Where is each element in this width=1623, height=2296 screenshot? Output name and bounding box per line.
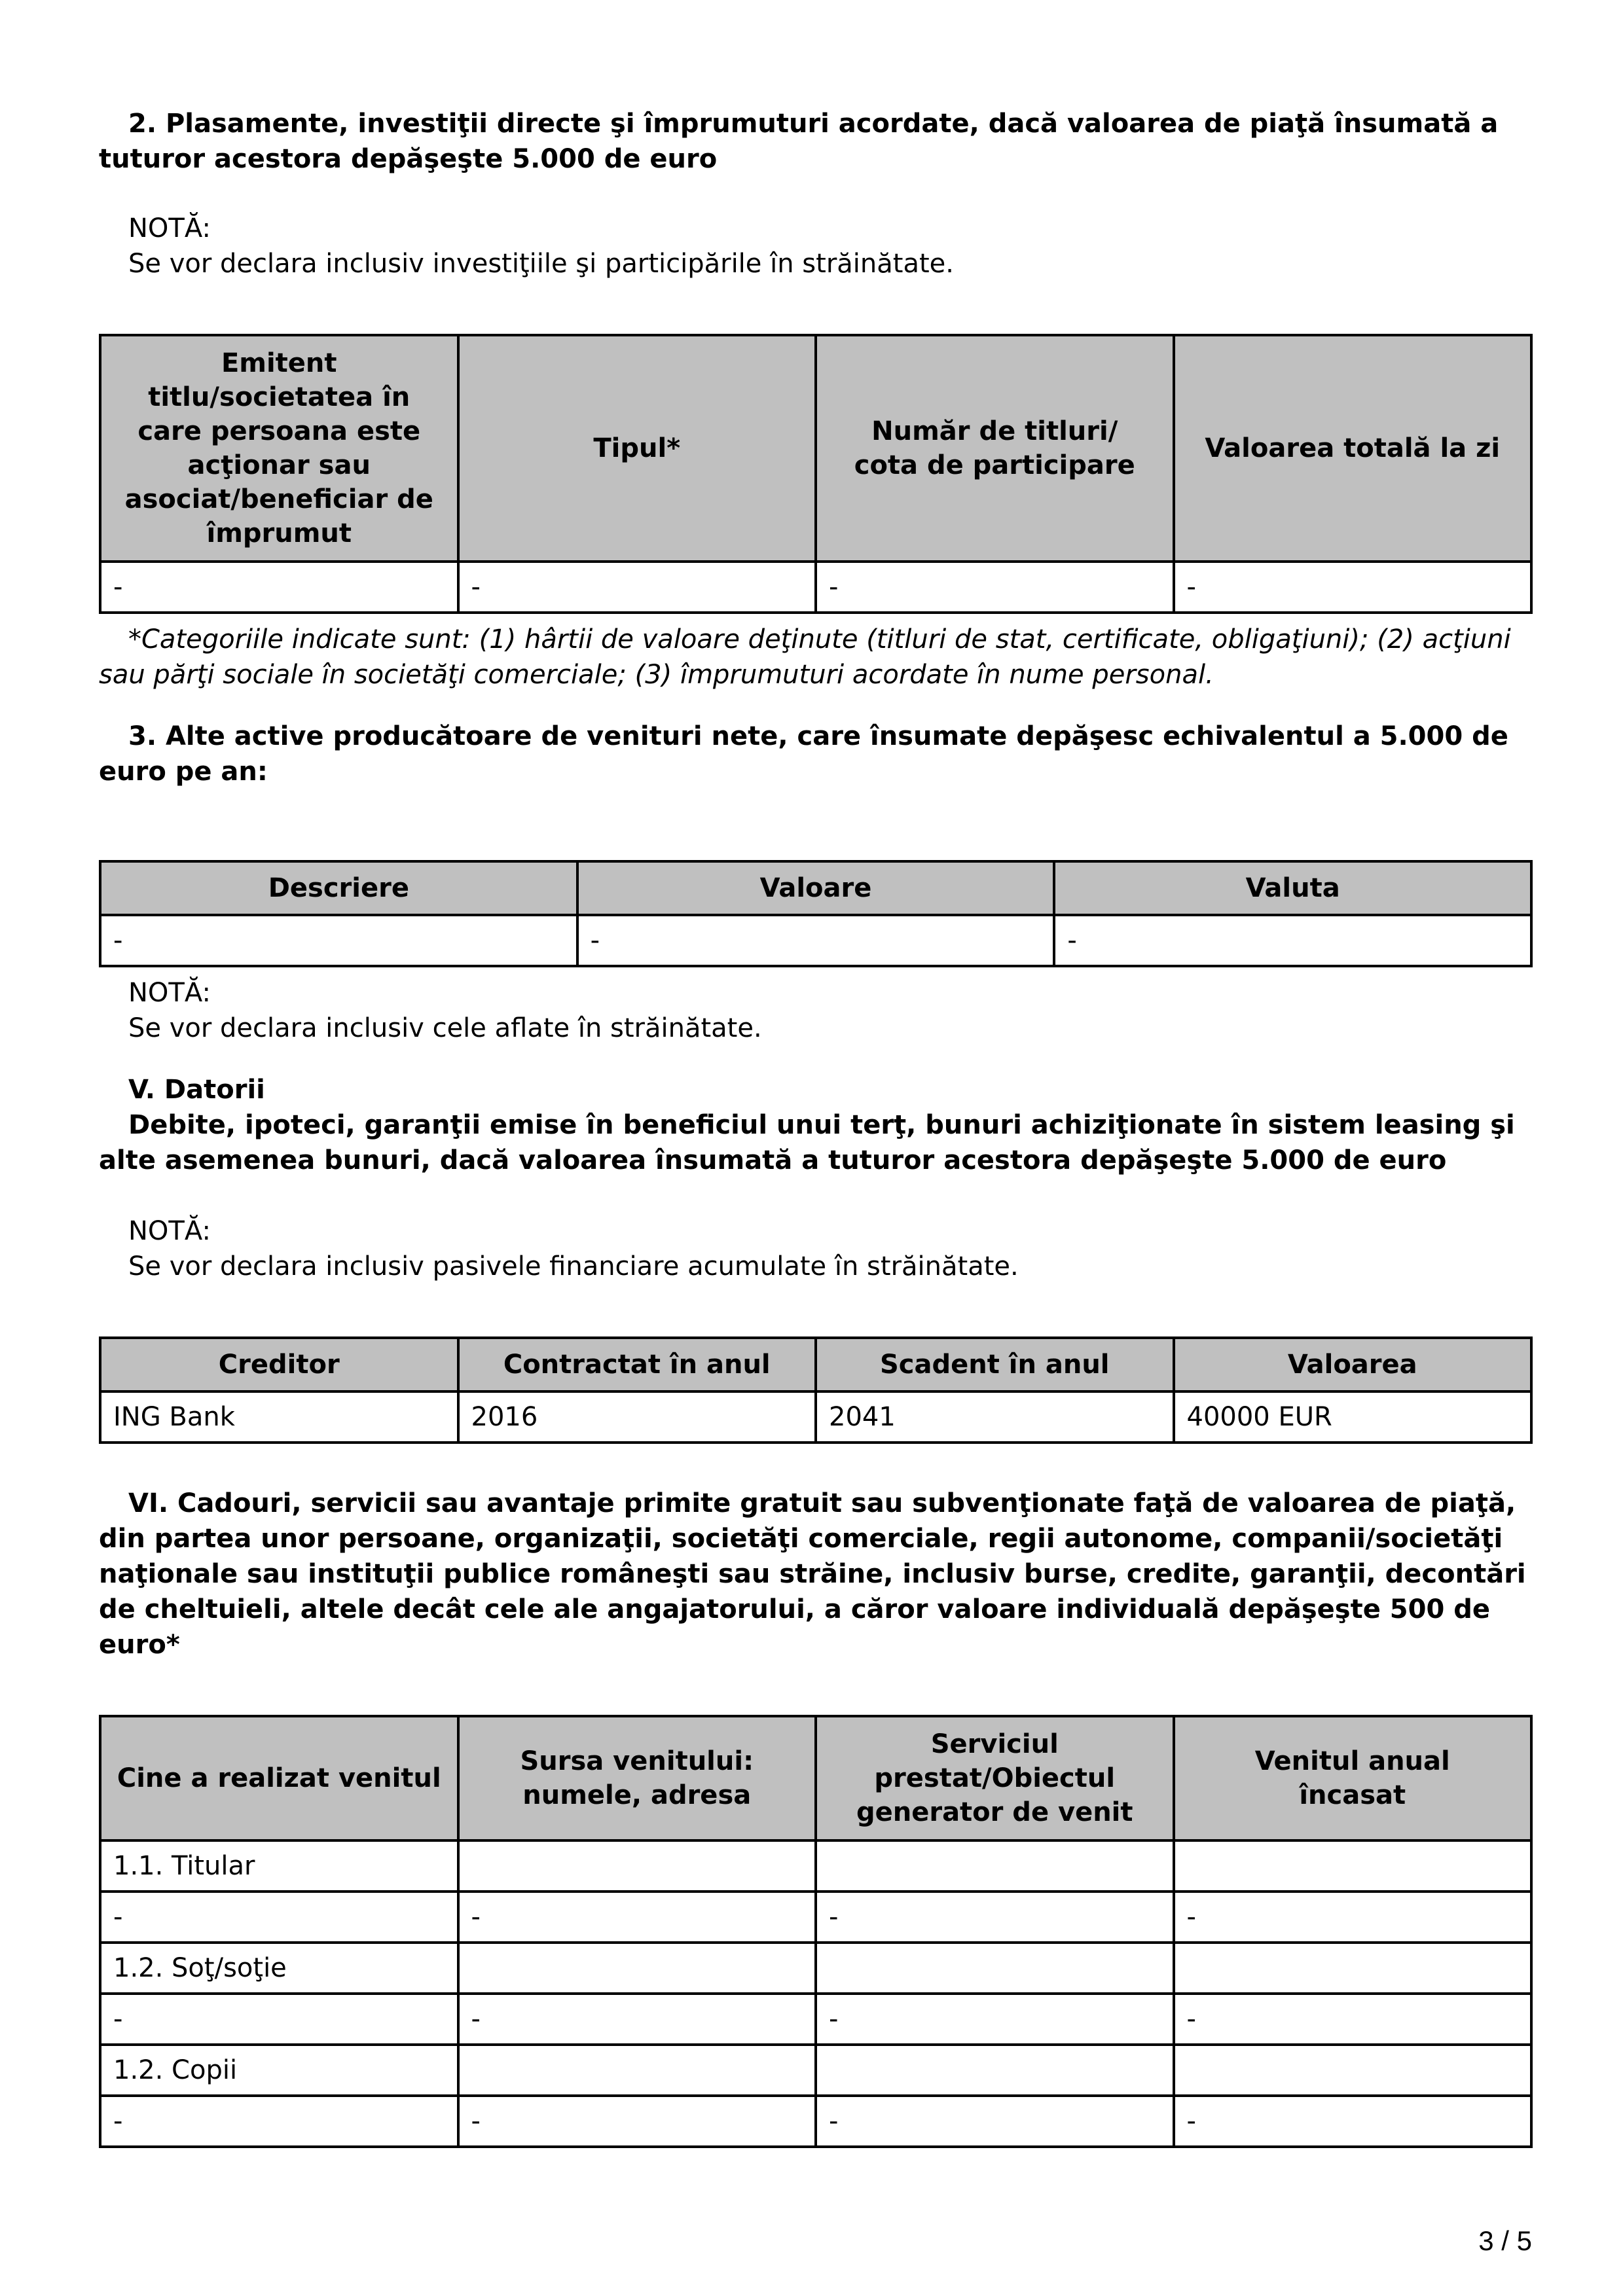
due-year-cell: 2041 (816, 1391, 1174, 1443)
column-header-emitent: Emitent titlu/societatea în care persoana este acţionar sau asociat/beneficiar de împrumut (100, 335, 458, 562)
investments-table (99, 334, 1533, 614)
table-cell: - (100, 915, 577, 966)
table-cell: - (816, 1892, 1174, 1943)
section-5-nota-label: NOTĂ: (128, 1216, 211, 1246)
column-header-valoare: Valoare (577, 861, 1055, 915)
column-header-numar-titluri: Număr de titluri/ cota de participare (816, 335, 1174, 562)
table-cell (458, 2045, 816, 2096)
table-header-row (100, 1716, 1531, 1840)
table-row (100, 1994, 1531, 2045)
gifts-table (99, 1715, 1533, 2148)
table-header-row (100, 335, 1531, 562)
contract-year-cell: 2016 (458, 1391, 816, 1443)
table-cell (816, 2045, 1174, 2096)
section-2-heading: 2. Plasamente, investiţii directe şi împrumuturi acordate, dacă valoarea de piaţă însumată a tuturor acestora depăşeşte 5.000 de euro (99, 109, 1499, 174)
table-cell (1174, 2045, 1532, 2096)
amount-cell: 40000 EUR (1174, 1391, 1532, 1443)
table-row (100, 915, 1531, 966)
table-row (100, 1892, 1531, 1943)
table-cell: - (816, 1994, 1174, 2045)
table-cell: - (458, 2096, 816, 2147)
column-header-contractat: Contractat în anul (458, 1338, 816, 1391)
section-2-footnote: *Categoriile indicate sunt: (1) hârtii de valoare deţinute (titluri de stat, certificate, obligaţiuni); (2) acţiuni sau părţi sociale în societăţi comerciale; (3) împrumuturi acordate în nume personal. (99, 624, 1511, 690)
table-cell: - (1174, 1892, 1532, 1943)
table-cell: - (816, 2096, 1174, 2147)
table-cell: - (458, 562, 816, 613)
column-header-valoarea: Valoarea (1174, 1338, 1532, 1391)
table-cell: - (1174, 562, 1532, 613)
table-cell: - (100, 1892, 458, 1943)
table-cell (458, 1840, 816, 1892)
table-cell (816, 1943, 1174, 1994)
table-row (100, 2045, 1531, 2096)
section-6-heading: VI. Cadouri, servicii sau avantaje primite gratuit sau subvenţionate faţă de valoarea de piaţă, din partea unor persoane, organizaţii, societăţi comerciale, regii autonome, companii/societăţi naţionale sau instituţii publice româneşti sau străine, inclusiv burse, credite, garanţii, decontări de cheltuieli, altele decât cele ale angajatorului, a căror valoare individuală depăşeşte 500 de euro* (99, 1488, 1526, 1660)
column-header-valoarea-totala: Valoarea totală la zi (1174, 335, 1532, 562)
table-cell: - (1054, 915, 1531, 966)
section-3-heading: 3. Alte active producătoare de venituri nete, care însumate depăşesc echivalentul a 5.000 de euro pe an: (99, 721, 1508, 787)
table-cell: 1.2. Copii (100, 2045, 458, 2096)
column-header-scadent: Scadent în anul (816, 1338, 1174, 1391)
column-header-valuta: Valuta (1054, 861, 1531, 915)
table-cell: - (1174, 2096, 1532, 2147)
table-cell: - (100, 2096, 458, 2147)
table-header-row (100, 861, 1531, 915)
table-cell (458, 1943, 816, 1994)
table-cell: - (458, 1892, 816, 1943)
page-number: 3 / 5 (1478, 2225, 1532, 2256)
creditor-cell: ING Bank (100, 1391, 458, 1443)
table-cell (816, 1840, 1174, 1892)
table-row (100, 562, 1531, 613)
debts-table (99, 1336, 1533, 1444)
table-cell: - (100, 1994, 458, 2045)
table-cell: - (816, 562, 1174, 613)
section-3-nota-label: NOTĂ: (128, 978, 211, 1008)
section-3-nota-text: Se vor declara inclusiv cele aflate în străinătate. (128, 1013, 762, 1043)
column-header-cine: Cine a realizat venitul (100, 1716, 458, 1840)
table-cell (1174, 1840, 1532, 1892)
table-cell: - (577, 915, 1055, 966)
table-cell (1174, 1943, 1532, 1994)
column-header-tipul: Tipul* (458, 335, 816, 562)
table-cell: - (1174, 1994, 1532, 2045)
column-header-venitul: Venitul anual încasat (1174, 1716, 1532, 1840)
table-cell: - (100, 562, 458, 613)
column-header-sursa: Sursa venitului: numele, adresa (458, 1716, 816, 1840)
column-header-creditor: Creditor (100, 1338, 458, 1391)
document-page (99, 98, 1533, 2148)
table-row (100, 1943, 1531, 1994)
section-2-nota-label: NOTĂ: (128, 213, 211, 243)
other-assets-table (99, 860, 1533, 967)
column-header-serviciul: Serviciul prestat/Obiectul generator de venit (816, 1716, 1174, 1840)
section-5-nota-text: Se vor declara inclusiv pasivele financiare acumulate în străinătate. (128, 1251, 1019, 1282)
table-header-row (100, 1338, 1531, 1391)
section-5-subtitle: Debite, ipoteci, garanţii emise în beneficiul unui terţ, bunuri achiziţionate în sistem leasing şi alte asemenea bunuri, dacă valoarea însumată a tuturor acestora depăşeşte 5.000 de euro (99, 1110, 1515, 1175)
column-header-descriere: Descriere (100, 861, 577, 915)
table-cell: - (458, 1994, 816, 2045)
table-cell: 1.1. Titular (100, 1840, 458, 1892)
section-5-title: V. Datorii (128, 1075, 265, 1105)
table-cell: 1.2. Soţ/soţie (100, 1943, 458, 1994)
section-2-nota-text: Se vor declara inclusiv investiţiile şi participările în străinătate. (128, 249, 954, 279)
table-row (100, 1391, 1531, 1443)
table-row (100, 1840, 1531, 1892)
table-row (100, 2096, 1531, 2147)
